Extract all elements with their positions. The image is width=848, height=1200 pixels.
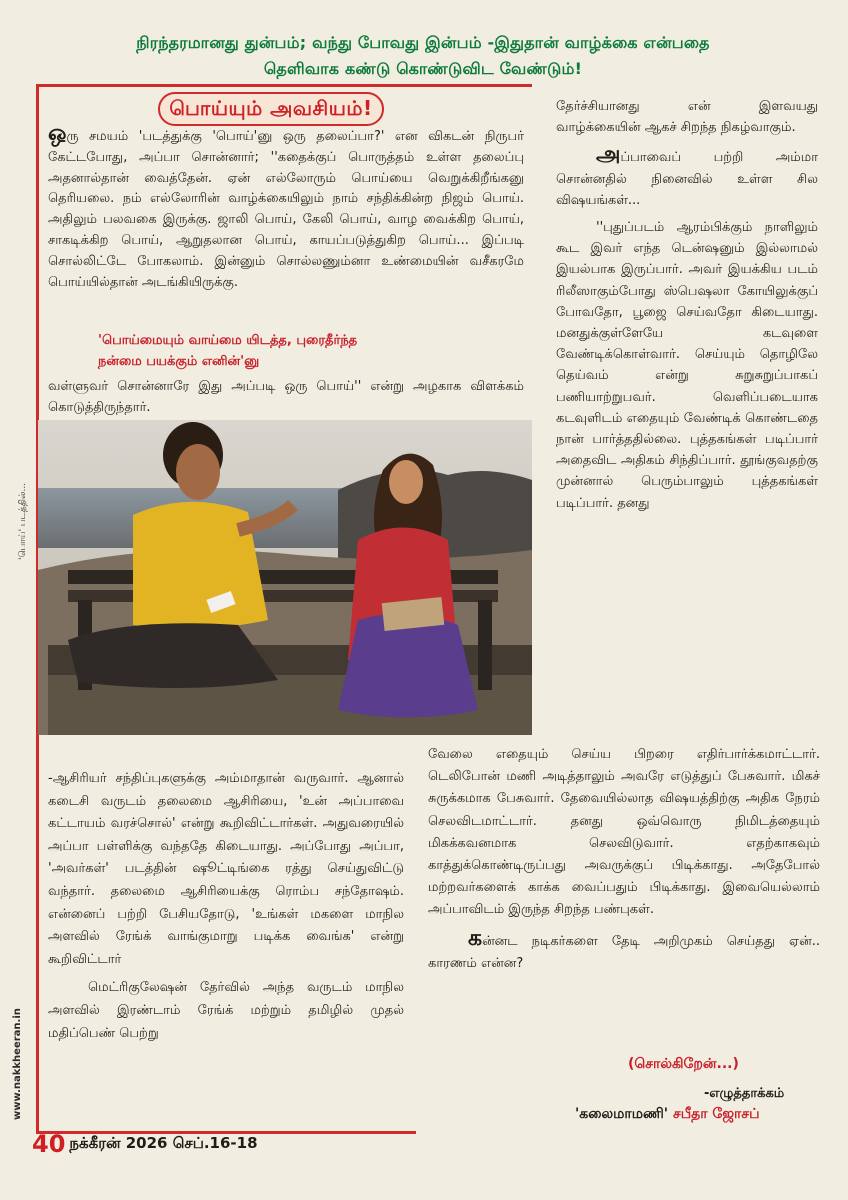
right-col-p2 (556, 144, 818, 211)
bottom-left-p1: -ஆசிரியர் சந்திப்புகளுக்கு அம்மாதான் வருவார். ஆனால் கடைசி வருடம் தலைமை ஆசிரியை, 'உன் அப்பாவை கட்டாயம் வரச்சொல்' என்று கூறிவிட்டார்கள். அதுவரையில் அப்பா பள்ளிக்கு வந்ததே கிடையாது. அப்போது அப்பா, 'அவர்கள்' படத்தின் ஷூட்டிங்கை ரத்து செய்துவிட்டு வந்தார். தலைமை ஆசிரியைக்கு ரொம்ப சந்தோஷம். என்னைப் பற்றி பேசியதோடு, 'உங்கள் மகளை மாநில அளவில் ரேங்க் வாங்குமாறு படிக்க வைங்க' என்று கூறிவிட்டார் (48, 771, 404, 967)
bottom-right-text (428, 744, 820, 975)
page-footer (32, 1127, 258, 1161)
website-vertical: www.nakkheeran.in (12, 1008, 23, 1120)
author-prefix: -எழுத்தாக்கம் (704, 1086, 785, 1101)
film-still-illustration (38, 420, 532, 735)
photo-caption-vertical: 'பொய்' படத்தில்... (18, 482, 28, 560)
intro-dropcap: ஒ (48, 121, 67, 146)
article-intro (48, 121, 524, 293)
article-title-pill (158, 92, 384, 126)
header-quote-line1: நிரந்தரமானது துன்பம்; வந்து போவது இன்பம் -இதுதான் வாழ்க்கை என்பதை (136, 33, 710, 52)
film-still-photo (38, 420, 532, 735)
bottom-right-p2 (428, 925, 820, 975)
to-be-continued: (சொல்கிறேன்...) (628, 1056, 739, 1072)
kural-after-text: வள்ளுவர் சொன்னாரே இது அப்படி ஒரு பொய்'' என்று அழகாக விளக்கம் கொடுத்திருந்தார். (48, 379, 524, 415)
intro-text: ரு சமயம் 'படத்துக்கு 'பொய்'னு ஒரு தலைப்பா?' என விகடன் நிருபர் கேட்டபோது, அப்பா சொன்னார்; ''கதைக்குப் பொருத்தம் உள்ள தலைப்பு அதனால்தான் வைத்தேன். ஏன் எல்லோரும் பொய்யை வெறுக்கிறீங்கனு தெரியலை. நம் எல்லோரின் வாழ்க்கையிலும் நாம் சந்திக்கின்ற நிஜம் பொய். அதிலும் பலவகை இருக்கு. ஜாலி பொய், கேலி பொய், வாழ வைக்கிற பொய், சாகடிக்கிற பொய், ஆறுதலான பொய், காயப்படுத்துகிற பொய்... இப்படி சொல்லிட்டே போகலாம். இன்னும் சொல்லணும்னா உண்மையின் வசீகரமே பொய்யில்தான் அடங்கியிருக்கு. (48, 129, 524, 290)
right-column (556, 96, 818, 520)
bottom-left-p2: மெட்ரிகுலேஷன் தேர்வில் அந்த வருடம் மாநில அளவில் இரண்டாம் ரேங்க் மற்றும் தமிழில் முதல் மதிப்பெண் பெற்று (48, 980, 404, 1041)
kural-line2: நன்மை பயக்கும் எனின்'னு (98, 353, 260, 369)
page-number: 40 (32, 1130, 66, 1158)
right-col-p1: தேர்ச்சியானது என் இளவயது வாழ்க்கையின் ஆகச் சிறந்த நிகழ்வாகும். (556, 99, 818, 136)
kural-quote (98, 331, 518, 372)
magazine-issue: நக்கீரன் 2026 செப்.16-18 (69, 1134, 258, 1152)
bottom-right-p1: வேலை எதையும் செய்ய பிறரை எதிர்பார்க்கமாட்டார். டெலிபோன் மணி அடித்தாலும் அவரே எடுத்துப் பேசுவார். மிகச் சுருக்கமாக பேசுவார். தேவையில்லாத விஷயத்திற்கு அதிக நேரம் செலவிடமாட்டார். தனது ஒவ்வொரு நிமிடத்தையும் மிகக்கவனமாக செலவிடுவார். எதற்காகவும் காத்துக்கொண்டிருப்பது அவருக்குப் பிடிக்காது. அதேபோல் மற்றவர்களைக் காக்க வைப்பதும் பிடிக்காது. இவையெல்லாம் அப்பாவிடம் இருந்த சிறந்த பண்புகள். (428, 747, 820, 918)
right-col-p2-text: ப்பாவைப் பற்றி அம்மா சொன்னதில் நினைவில் உள்ள சில விஷயங்கள்... (556, 150, 818, 208)
bottom-left-text (48, 768, 404, 1051)
author-credit (575, 1106, 760, 1124)
author-title: 'கலைமாமணி' (575, 1106, 669, 1122)
right-col-p3: ''புதுப்படம் ஆரம்பிக்கும் நாளிலும் கூட இவர் எந்த டென்ஷனும் இல்லாமல் இயல்பாக இருப்பார். அவர் இயக்கிய படம் ரிலீஸாகும்போது ஸ்பெஷலா கோயிலுக்குப் போவதோ, பூஜை செய்வதோ கிடையாது. மனதுக்குள்ளேயே கடவுளை வேண்டிக்கொள்வார். செய்யும் தொழிலே தெய்வம் என்று சுறுசுறுப்பாகப் பணியாற்றுபவர். வெளிப்படையாக கடவுளிடம் எதையும் வேண்டிக் கொண்டதை நான் பார்த்ததில்லை. புத்தகங்கள் படிப்பார் அதைவிட அதிகம் சிந்திப்பார். தூங்குவதற்கு முன்னால் பெரும்பாலும் புத்தகங்கள் படிப்பார். தனது (556, 220, 818, 511)
kural-line1: 'பொய்மையும் வாய்மை யிடத்த, புரைதீர்ந்த (98, 333, 358, 348)
header-quote-line2: தெளிவாக கண்டு கொண்டுவிட வேண்டும்! (263, 59, 583, 78)
article-title: பொய்யும் அவசியம்! (169, 95, 373, 120)
bottom-right-p2-text: ன்னட நடிகர்களை தேடி அறிமுகம் செய்தது ஏன்.. காரணம் என்ன? (428, 933, 820, 971)
right-col-p2-dropcap: அ (596, 142, 621, 168)
author-name: சபீதா ஜோசப் (672, 1106, 760, 1122)
header-quote (28, 30, 818, 82)
bottom-right-p2-dropcap: க (468, 925, 483, 951)
